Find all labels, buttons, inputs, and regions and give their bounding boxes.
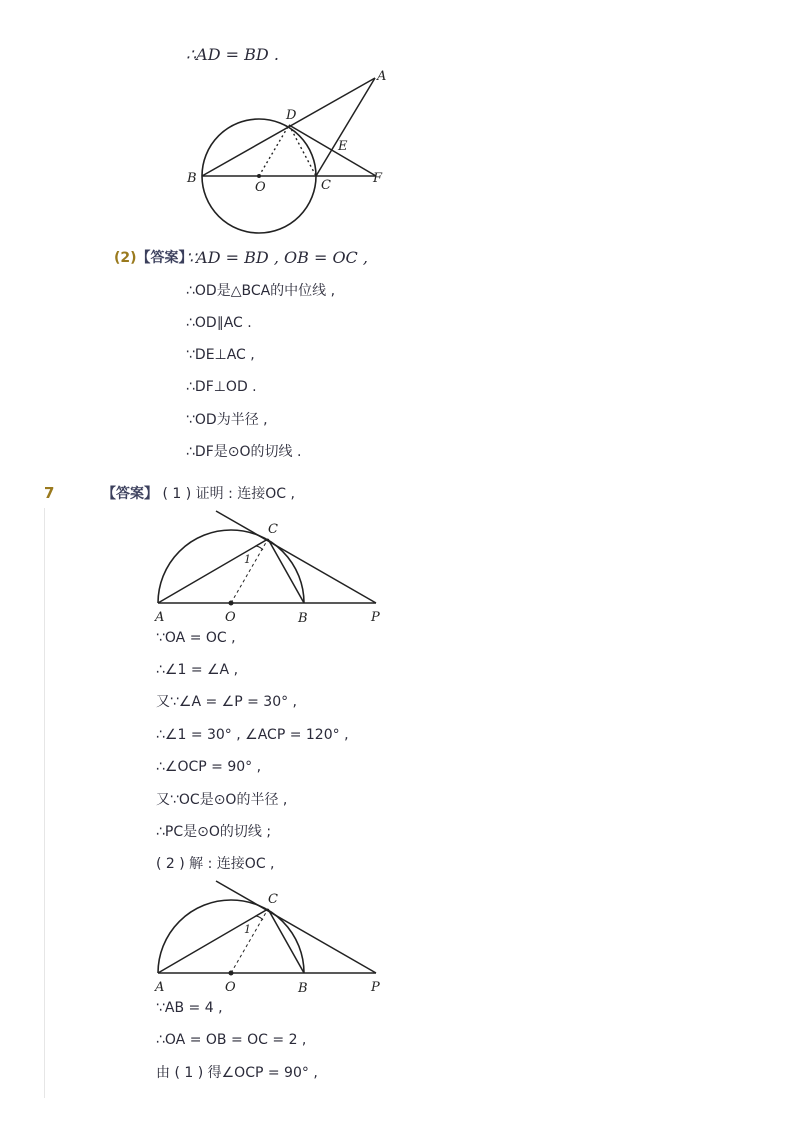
proof-line: ∴∠OCP = 90° , [156, 759, 262, 775]
label-b: B [187, 171, 197, 186]
solution-line: 由 ( 1 ) 得∠OCP = 90° , [156, 1065, 318, 1081]
semicircle-arc [158, 900, 304, 973]
proof-line: ∴OD∥AC . [186, 315, 252, 331]
segment-cb [268, 539, 304, 603]
label-angle-1: 1 [244, 553, 251, 566]
proof-line: ∴DF是⊙O的切线 . [186, 444, 302, 460]
label-angle-1: 1 [244, 923, 251, 936]
center-point-o [257, 174, 261, 178]
proof-line: ∴OD是△BCA的中位线 , [186, 283, 336, 299]
part2-intro: ( 2 ) 解 : 连接OC , [156, 856, 275, 872]
proof-line: ∵OA = OC , [156, 630, 236, 646]
center-point-o [229, 601, 234, 606]
label-a: A [155, 610, 165, 625]
segment-ac [316, 78, 375, 176]
label-o: O [225, 610, 236, 625]
label-o: O [225, 980, 236, 995]
sub-question-2-header [114, 248, 193, 268]
proof-line: ∴PC是⊙O的切线 ; [156, 824, 272, 840]
answer-tag: 【答案】 [102, 486, 158, 502]
label-p: P [371, 980, 380, 995]
left-divider [44, 508, 45, 1098]
label-o: O [255, 180, 266, 195]
solution-line: ∵AB = 4 , [156, 1000, 223, 1016]
label-a: A [377, 69, 387, 84]
segment-cb [268, 909, 304, 973]
segment-df [289, 125, 376, 176]
segment-oc-dashed [231, 909, 268, 973]
center-point-o [229, 971, 234, 976]
angle-1-arc [256, 916, 263, 920]
angle-1-arc [256, 546, 263, 550]
segment-ac [158, 539, 268, 603]
geometry-figure-semicircle-1 [150, 505, 395, 625]
label-c: C [268, 522, 278, 537]
proof-line: ∴∠1 = 30° , ∠ACP = 120° , [156, 727, 349, 743]
proof-line: ∵OD为半径 , [186, 412, 268, 428]
label-b: B [298, 611, 308, 626]
intro-text: ( 1 ) 证明 : 连接OC , [162, 486, 295, 502]
proof-line: 又∵∠A = ∠P = 30° , [156, 694, 298, 710]
label-c: C [321, 178, 331, 193]
proof-line: ∵DE⊥AC , [186, 347, 255, 363]
segment-oc-dashed [231, 539, 268, 603]
proof-line: 又∵OC是⊙O的半径 , [156, 792, 288, 808]
label-d: D [286, 108, 297, 123]
label-c: C [268, 892, 278, 907]
solution-line: ∴OA = OB = OC = 2 , [156, 1032, 307, 1048]
label-e: E [338, 139, 348, 154]
label-p: P [371, 610, 380, 625]
segment-ba [202, 78, 375, 176]
segment-od-dotted [259, 125, 289, 176]
segment-ac [158, 909, 268, 973]
question-number: 7 [44, 484, 55, 502]
geometry-figure-semicircle-2 [150, 875, 395, 995]
label-b: B [298, 981, 308, 996]
proof-line: ∵AD = BD , OB = OC , [186, 248, 368, 267]
proof-line: ∴∠1 = ∠A , [156, 662, 239, 678]
answer-tag: 【答案】 [136, 250, 193, 266]
label-a: A [155, 980, 165, 995]
label-f: F [373, 171, 383, 186]
semicircle-arc [158, 530, 304, 603]
question7-intro [102, 484, 295, 504]
sub-question-number: (2) [114, 250, 137, 266]
conclusion-ad-bd: ∴AD = BD . [186, 45, 279, 64]
proof-line: ∴DF⊥OD . [186, 379, 257, 395]
geometry-figure-circle-tangent [180, 70, 400, 235]
